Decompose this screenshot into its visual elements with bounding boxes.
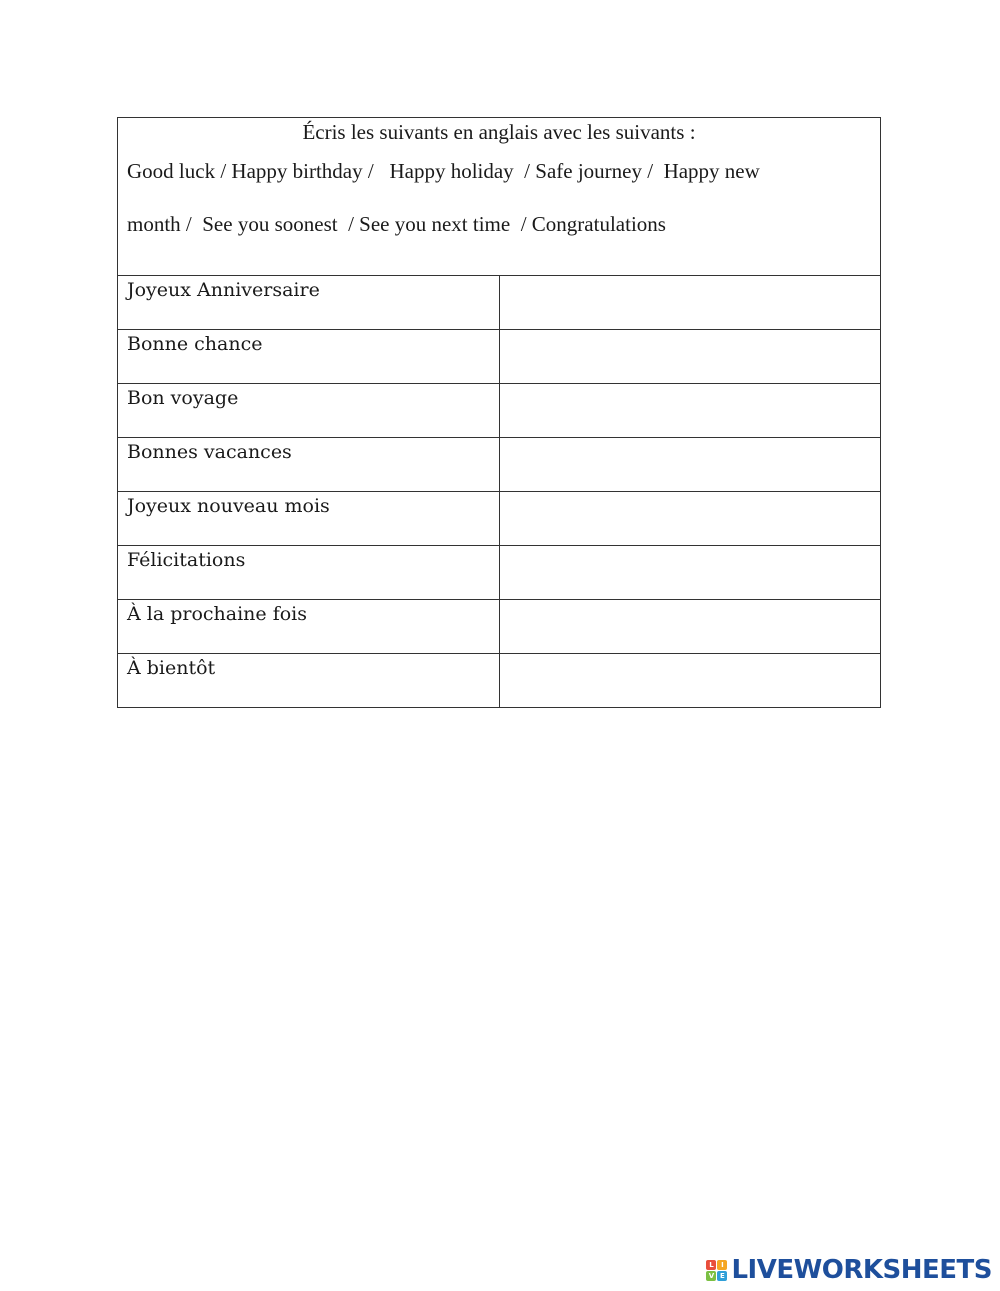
worksheet-table [117,117,881,708]
answer-cell[interactable] [499,654,881,708]
answer-input[interactable] [500,438,881,490]
table-row [118,438,881,492]
instructions-row [118,118,881,276]
table-row [118,546,881,600]
answer-input[interactable] [500,492,881,544]
french-phrase: Félicitations [118,546,500,600]
answer-input[interactable] [500,384,881,436]
french-phrase: Bon voyage [118,384,500,438]
french-phrase: Joyeux nouveau mois [118,492,500,546]
answer-input[interactable] [500,600,881,652]
table-row [118,492,881,546]
logo-blocks-icon [706,1260,727,1281]
logo-block: L [706,1260,716,1270]
french-phrase: Joyeux Anniversaire [118,276,500,330]
answer-cell[interactable] [499,330,881,384]
answer-cell[interactable] [499,546,881,600]
word-bank [127,145,871,251]
french-phrase: À bientôt [118,654,500,708]
answer-cell[interactable] [499,384,881,438]
table-row [118,384,881,438]
logo-block: I [717,1260,727,1270]
table-row [118,654,881,708]
logo-block: E [717,1271,727,1281]
answer-input[interactable] [500,276,881,328]
answer-input[interactable] [500,330,881,382]
word-bank-line: Good luck / Happy birthday / Happy holiday / Safe journey / Happy new [127,159,760,183]
logo-block: V [706,1271,716,1281]
table-row [118,600,881,654]
logo-text: LIVEWORKSHEETS [731,1255,992,1285]
instructions-cell [118,118,881,276]
answer-cell[interactable] [499,438,881,492]
answer-input[interactable] [500,654,881,706]
french-phrase: Bonne chance [118,330,500,384]
word-bank-line: month / See you soonest / See you next time / Congratulations [127,212,666,236]
answer-cell[interactable] [499,492,881,546]
french-phrase: À la prochaine fois [118,600,500,654]
table-row [118,330,881,384]
instruction-title: Écris les suivants en anglais avec les suivants : [302,120,696,144]
answer-cell[interactable] [499,276,881,330]
answer-input[interactable] [500,546,881,598]
table-row [118,276,881,330]
liveworksheets-logo [706,1253,992,1287]
french-phrase: Bonnes vacances [118,438,500,492]
answer-cell[interactable] [499,600,881,654]
